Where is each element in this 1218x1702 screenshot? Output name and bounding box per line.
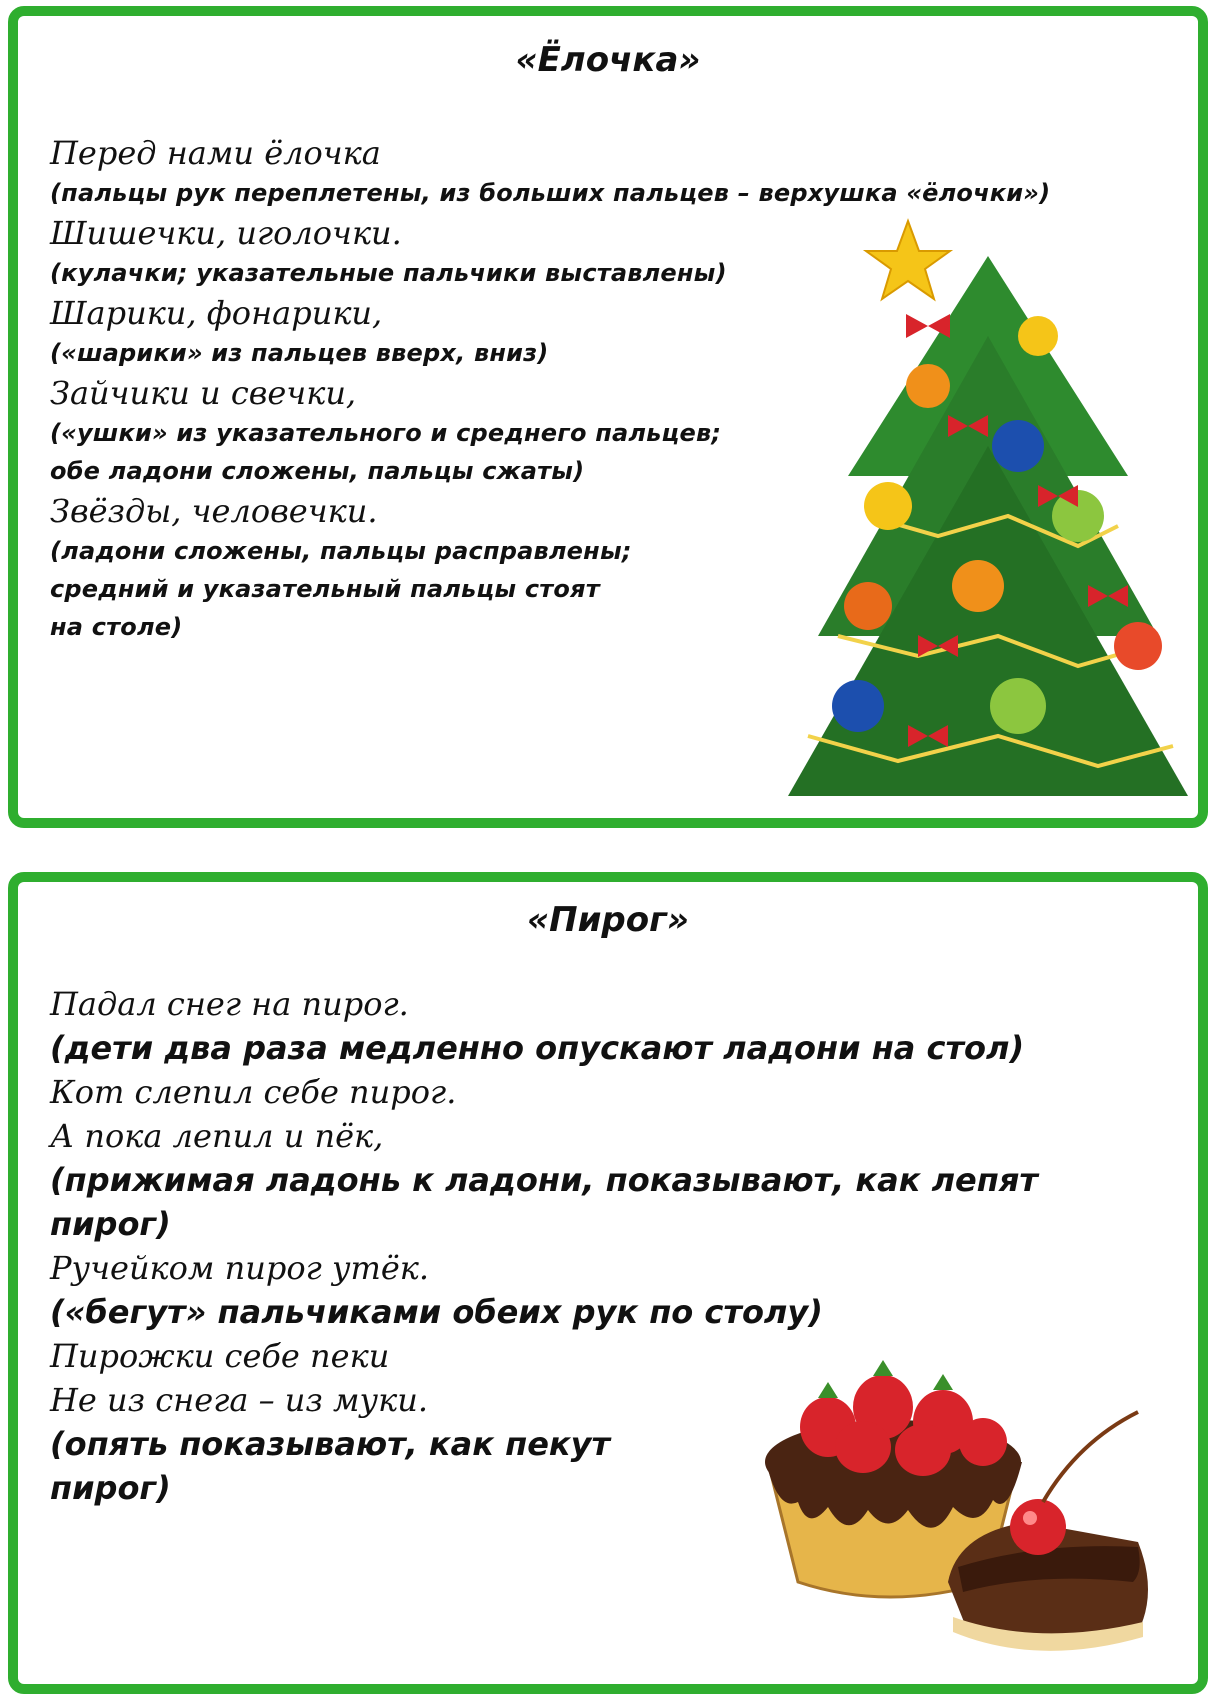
verse-line: А пока лепил и пёк, bbox=[50, 1117, 384, 1155]
verse-line: Звёзды, человечки. bbox=[50, 492, 378, 530]
instruction-line: («шарики» из пальцев вверх, вниз) bbox=[50, 339, 549, 367]
verse-line: Шишечки, иголочки. bbox=[50, 214, 402, 252]
card-title: «Ёлочка» bbox=[515, 40, 701, 80]
instruction-line: (кулачки; указательные пальчики выставлены) bbox=[50, 259, 727, 287]
verse-line: Ручейком пирог утёк. bbox=[50, 1249, 430, 1287]
card-pirog bbox=[8, 872, 1208, 1694]
christmas-tree-icon bbox=[778, 216, 1198, 816]
instruction-line: (дети два раза медленно опускают ладони на стол) bbox=[50, 1029, 1025, 1067]
verse-line: Шарики, фонарики, bbox=[50, 294, 383, 332]
verse-line: Не из снега – из муки. bbox=[50, 1381, 428, 1419]
instruction-line: средний и указательный пальцы стоят bbox=[50, 575, 600, 603]
verse-line: Пирожки себе пеки bbox=[50, 1337, 390, 1375]
verse-line: Зайчики и свечки, bbox=[50, 374, 357, 412]
verse-line: Падал снег на пирог. bbox=[50, 985, 409, 1023]
card-elochka bbox=[8, 6, 1208, 828]
instruction-line: (пальцы рук переплетены, из больших пальцев – верхушка «ёлочки») bbox=[50, 179, 1051, 207]
instruction-line: (опять показывают, как пекут bbox=[50, 1425, 611, 1463]
cake-icon bbox=[738, 1332, 1178, 1672]
verse-line: Кот слепил себе пирог. bbox=[50, 1073, 457, 1111]
instruction-line: («ушки» из указательного и среднего пальцев; bbox=[50, 419, 722, 447]
instruction-line: пирог) bbox=[50, 1469, 171, 1507]
verse-line: Перед нами ёлочка bbox=[50, 134, 381, 172]
card-title: «Пирог» bbox=[527, 900, 689, 940]
instruction-line: пирог) bbox=[50, 1205, 171, 1243]
instruction-line: на столе) bbox=[50, 613, 183, 641]
instruction-line: обе ладони сложены, пальцы сжаты) bbox=[50, 457, 585, 485]
instruction-line: (ладони сложены, пальцы расправлены; bbox=[50, 537, 632, 565]
instruction-line: («бегут» пальчиками обеих рук по столу) bbox=[50, 1293, 823, 1331]
instruction-line: (прижимая ладонь к ладони, показывают, как лепят bbox=[50, 1161, 1038, 1199]
